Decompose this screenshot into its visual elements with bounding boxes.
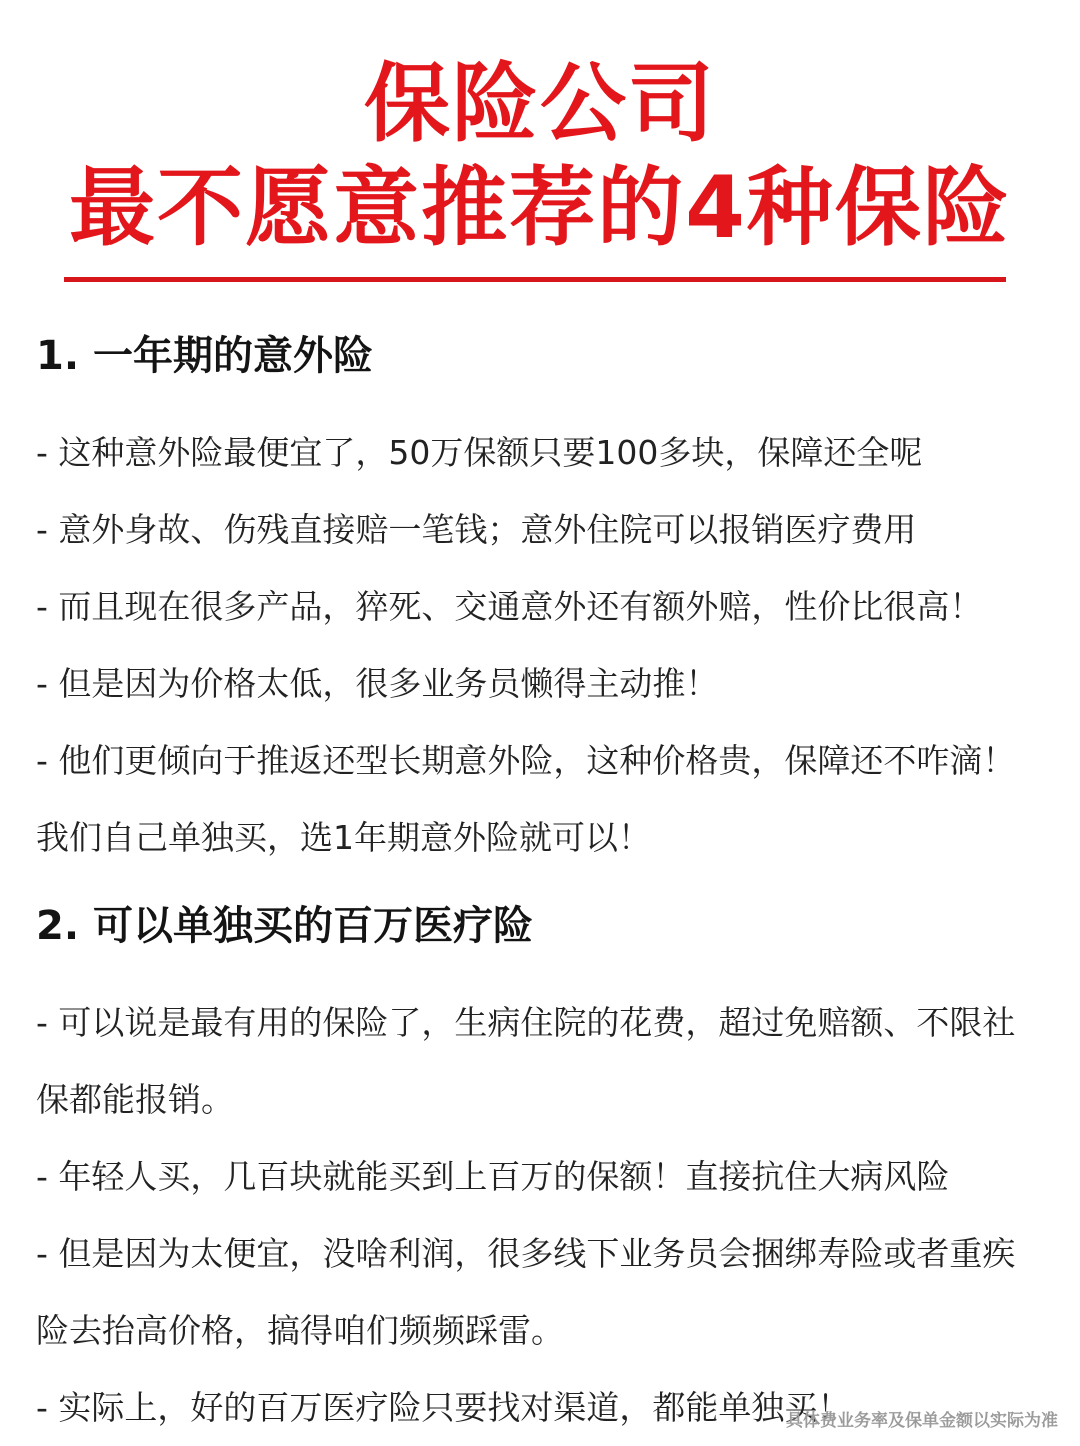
- section-heading: 2. 可以单独买的百万医疗险: [36, 903, 533, 949]
- paragraph: - 年轻人买，几百块就能买到上百万的保额！直接抗住大病风险: [36, 1157, 950, 1196]
- paragraph: - 而且现在很多产品，猝死、交通意外还有额外赔，性价比很高！: [36, 587, 983, 626]
- title-line-1: 保险公司: [364, 54, 716, 154]
- section-heading: 1. 一年期的意外险: [36, 333, 373, 379]
- paragraph: - 实际上，好的百万医疗险只要找对渠道，都能单独买！: [36, 1388, 851, 1427]
- paragraph: - 但是因为太便宜，没啥利润，很多线下业务员会捆绑寿险或者重疾险去抬高价格，搞得咱们频频踩雷。: [36, 1234, 1016, 1350]
- title-divider: [64, 277, 1006, 282]
- paragraph: - 可以说是最有用的保险了，生病住院的花费，超过免赔额、不限社保都能报销。: [36, 1003, 1016, 1119]
- paragraph: - 他们更倾向于推返还型长期意外险，这种价格贵，保障还不咋滴！我们自己单独买，选1年期意外险就可以！: [36, 741, 1016, 857]
- disclaimer-footnote: 具体费业务率及保单金额以实际为准: [786, 1411, 1058, 1431]
- title-line-2: 最不愿意推荐的4种保险: [69, 158, 1011, 258]
- paragraph-list: [36, 414, 1046, 876]
- section-accident-insurance: [36, 328, 1046, 876]
- paragraph: - 意外身故、伤残直接赔一笔钱；意外住院可以报销医疗费用: [36, 510, 917, 549]
- section-medical-insurance: [36, 898, 1046, 1446]
- paragraph: - 这种意外险最便宜了，50万保额只要100多块，保障还全呢: [36, 433, 923, 472]
- page-title: [0, 52, 1080, 260]
- paragraph: - 但是因为价格太低，很多业务员懒得主动推！: [36, 664, 719, 703]
- paragraph-list: [36, 984, 1046, 1446]
